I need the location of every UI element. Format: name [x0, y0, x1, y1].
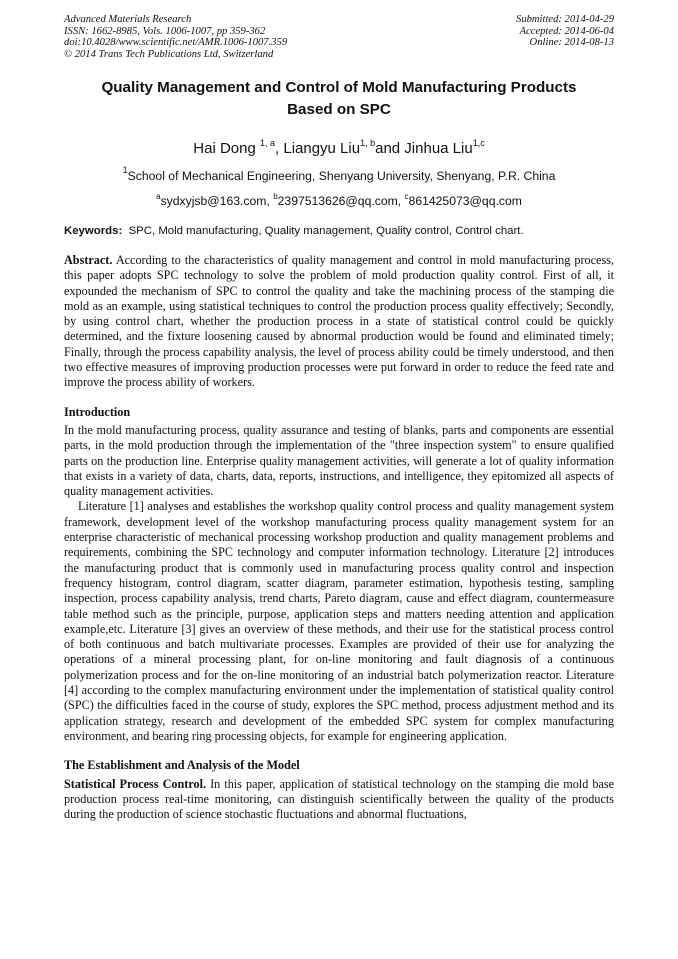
accepted-date: Accepted: 2014-06-04 [519, 25, 614, 37]
affiliation-sup: 1 [122, 165, 128, 175]
title-line-1: Quality Management and Control of Mold Manufacturing Products [101, 79, 577, 96]
paper-title [64, 77, 614, 121]
title-line-2: Based on SPC [287, 101, 391, 118]
header-left [64, 14, 287, 60]
keywords-label: Keywords: [64, 225, 123, 237]
online-date: Online: 2014-08-13 [529, 37, 614, 48]
email-b-sup: b [273, 192, 278, 201]
abstract-label: Abstract. [64, 253, 113, 267]
email-b: 2397513626@qq.com, [277, 194, 405, 208]
submitted-date: Submitted: 2014-04-29 [516, 14, 614, 25]
journal-name: Advanced Materials Research [64, 14, 192, 25]
journal-doi: doi:10.4028/www.scientific.net/AMR.1006-1007.359 [64, 37, 288, 48]
email-c: 861425073@qq.com [408, 194, 522, 208]
introduction-paragraph-2: Literature [1] analyses and establishes the workshop quality control process and quality management system framework, development level of the workshop manufacturing process quality management system for an enterprise characteristic of mechanical processing workshop production and quality management problems and requirements, combining the SPC technology and computer information technology. Literature [2] introduces the manufacturing product that is commonly used in manufacturing process quality control and inspection frequency histogram, control diagram, scatter diagram, parameter estimation, hypothesis testing, sampling inspection, process capability analysis, trend charts, Pareto diagram, cause and effect diagram, countermeasure table method such as the principle, purpose, application steps and matters needing attention and application example,etc. Literature [3] gives an overview of these methods, and their use for the statistical process control of both continuous and batch multivariate processes. Examples are provided of their use for analyzing the operations of a mineral processing plant, for on-line monitoring and fault diagnosis of a continuous polymerization process and for the on-line monitoring of an industrial batch polymerization reactor. Literature [4] according to the complex manufacturing environment under the implementation of statistical quality control (SPC) the difficulties faced in the course of study, explores the SPC method, process adjustment method and its application strategy, research and development of the embedded SPC system for complex manufacturing environment, and bearing ring processing objects, for example for engineering application. [64, 499, 614, 743]
journal-issn: ISSN: 1662-8985, Vols. 1006-1007, pp 359-362 [64, 25, 266, 37]
keywords [64, 223, 614, 239]
affiliation-text: School of Mechanical Engineering, Shenyang University, Shenyang, P.R. China [127, 169, 556, 183]
spc-paragraph [64, 777, 614, 823]
author-1-sup: 1, a [260, 138, 276, 148]
spc-runin-heading: Statistical Process Control. [64, 776, 207, 791]
email-c-sup: c [404, 192, 409, 201]
email-a-sup: a [156, 192, 161, 201]
author-3-sup: 1,c [472, 138, 485, 148]
affiliation [64, 162, 614, 184]
introduction-heading: Introduction [64, 404, 131, 419]
email-a: sydxyjsb@163.com, [160, 194, 274, 208]
journal-copyright: © 2014 Trans Tech Publications Ltd, Switzerland [64, 48, 274, 60]
abstract [64, 253, 614, 391]
abstract-text: According to the characteristics of quality management and control in mold manufacturing process, this paper adopts SPC technology to solve the problem of mold production quality control. First of all, it expounded the mechanism of SPC to control the quality and take the machining process of the stamping die mold as an example, using statistical techniques to control the production process quality effectively; Secondly, by using control chart, whether the production process in a state of statistical control could be quickly determined, and the fixture loosening caused by abnormal production would be found and eliminated timely; Finally, through the process capability analysis, the level of process ability could be timely understood, and then two effective measures of improving production processes were put forward in order to reduce the feed rate and improve the process ability of workers. [64, 253, 614, 390]
header-right [516, 14, 614, 60]
introduction-paragraph-1: In the mold manufacturing process, quality assurance and testing of blanks, parts and components are essential parts, in the mold production through the implementation of the "three inspection system" to ensure qualified parts on the production line. Enterprise quality management activities, will generate a lot of quality information that exists in a variety of data, charts, data, reports, instructions, and intelligence, they epitomized all aspects of quality management activities. [64, 422, 614, 499]
author-3-name: and Jinhua Liu [375, 140, 473, 157]
author-1-name: Hai Dong [193, 140, 256, 157]
author-2-sup: 1, b [360, 138, 376, 148]
author-2-name: , Liangyu Liu [275, 140, 361, 157]
model-heading: The Establishment and Analysis of the Model [64, 758, 300, 773]
journal-header [64, 14, 614, 60]
spc-paragraph-text: In this paper, application of statistical technology on the stamping die mold base production process real-time monitoring, can distinguish scientifically between the quality of the products during the production of science stochastic fluctuations and abnormal fluctuations, [64, 776, 614, 822]
author-emails [64, 189, 614, 209]
keywords-text: SPC, Mold manufacturing, Quality management, Quality control, Control chart. [122, 225, 524, 237]
author-list [64, 133, 614, 159]
